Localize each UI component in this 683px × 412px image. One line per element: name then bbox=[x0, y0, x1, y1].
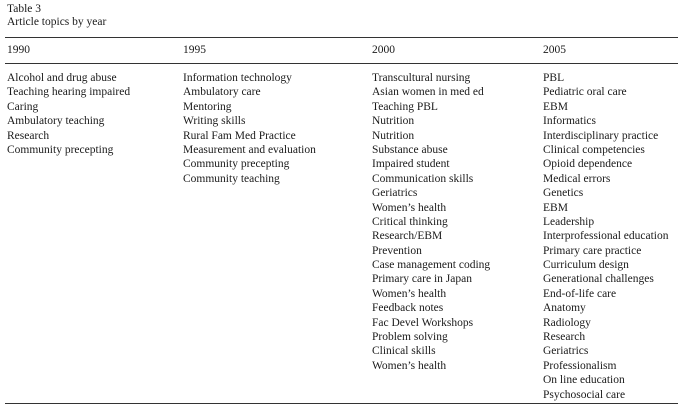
topic-cell: Opioid dependence bbox=[543, 158, 633, 171]
topic-cell: Women’s health bbox=[372, 201, 447, 214]
topic-cell: Nutrition bbox=[372, 129, 415, 142]
topic-cell: EBM bbox=[543, 201, 568, 214]
column-1990 bbox=[7, 71, 130, 157]
topic-cell: Measurement and evaluation bbox=[183, 143, 316, 156]
topic-cell: Professionalism bbox=[543, 359, 617, 372]
topic-cell: Transcultural nursing bbox=[372, 72, 471, 84]
topic-cell: Medical errors bbox=[543, 172, 611, 185]
topic-cell: Primary care in Japan bbox=[372, 273, 472, 286]
topic-cell: Leadership bbox=[543, 215, 595, 228]
table-title: Article topics by year bbox=[7, 16, 107, 28]
topic-cell: Rural Fam Med Practice bbox=[183, 129, 296, 142]
topic-cell: Substance abuse bbox=[372, 143, 448, 156]
topic-cell: Fac Devel Workshops bbox=[372, 316, 474, 329]
topic-cell: Community teaching bbox=[183, 172, 280, 185]
topic-cell: Radiology bbox=[543, 316, 591, 329]
topic-cell: Curriculum design bbox=[543, 259, 629, 272]
topic-cell: Research bbox=[7, 129, 50, 142]
topic-cell: Interdisciplinary practice bbox=[543, 129, 659, 142]
topic-cell: Generational challenges bbox=[543, 273, 654, 286]
bottom-rule bbox=[5, 403, 678, 404]
topic-cell: Geriatrics bbox=[543, 345, 589, 358]
topic-cell: Women’s health bbox=[372, 287, 447, 300]
topic-cell: Community precepting bbox=[7, 143, 114, 156]
topic-cell: Information technology bbox=[183, 72, 292, 84]
topic-cell: Psychosocial care bbox=[543, 388, 626, 401]
column-header-2005: 2005 bbox=[543, 44, 566, 56]
topic-cell: Interprofessional education bbox=[543, 230, 669, 243]
topic-cell: Research bbox=[543, 331, 586, 344]
topic-cell: Pediatric oral care bbox=[543, 86, 627, 99]
column-2000 bbox=[372, 71, 490, 373]
topic-cell: Asian women in med ed bbox=[372, 86, 484, 99]
column-header-2000: 2000 bbox=[372, 44, 395, 56]
topic-cell: Community precepting bbox=[183, 158, 290, 171]
topic-cell: Genetics bbox=[543, 187, 584, 200]
topic-cell: On line education bbox=[543, 374, 625, 387]
topic-cell: Informatics bbox=[543, 115, 597, 128]
topic-cell: Communication skills bbox=[372, 172, 474, 185]
topic-cell: EBM bbox=[543, 100, 568, 113]
topic-cell: End-of-life care bbox=[543, 287, 617, 300]
topic-cell: Critical thinking bbox=[372, 215, 448, 228]
topic-cell: Alcohol and drug abuse bbox=[7, 72, 117, 84]
topic-cell: Case management coding bbox=[372, 259, 491, 272]
column-1995 bbox=[183, 71, 316, 186]
topic-cell: Feedback notes bbox=[372, 302, 444, 315]
topic-cell: Ambulatory care bbox=[183, 86, 261, 99]
table-caption bbox=[7, 3, 106, 29]
topic-cell: Impaired student bbox=[372, 158, 450, 171]
top-rule bbox=[5, 37, 678, 38]
topic-cell: Caring bbox=[7, 100, 39, 113]
topic-cell: Problem solving bbox=[372, 331, 448, 344]
topic-cell: Clinical skills bbox=[372, 345, 436, 358]
topic-cell: Ambulatory teaching bbox=[7, 115, 105, 128]
topic-cell: Teaching hearing impaired bbox=[7, 86, 131, 99]
column-2005 bbox=[543, 71, 669, 402]
topic-cell: Clinical competencies bbox=[543, 143, 645, 156]
topic-cell: Research/EBM bbox=[372, 230, 443, 243]
topic-cell: Mentoring bbox=[183, 100, 232, 113]
topic-cell: Nutrition bbox=[372, 115, 415, 128]
column-header-1990: 1990 bbox=[7, 44, 30, 56]
topic-cell: Anatomy bbox=[543, 302, 586, 315]
topic-cell: Geriatrics bbox=[372, 187, 418, 200]
topic-cell: PBL bbox=[543, 72, 565, 84]
topic-cell: Women’s health bbox=[372, 359, 447, 372]
topic-cell: Writing skills bbox=[183, 115, 246, 128]
topic-cell: Primary care practice bbox=[543, 244, 642, 257]
table-label: Table 3 bbox=[7, 3, 42, 15]
topic-cell: Prevention bbox=[372, 244, 422, 257]
header-rule bbox=[5, 63, 678, 64]
column-header-1995: 1995 bbox=[183, 44, 206, 56]
topic-cell: Teaching PBL bbox=[372, 100, 438, 113]
